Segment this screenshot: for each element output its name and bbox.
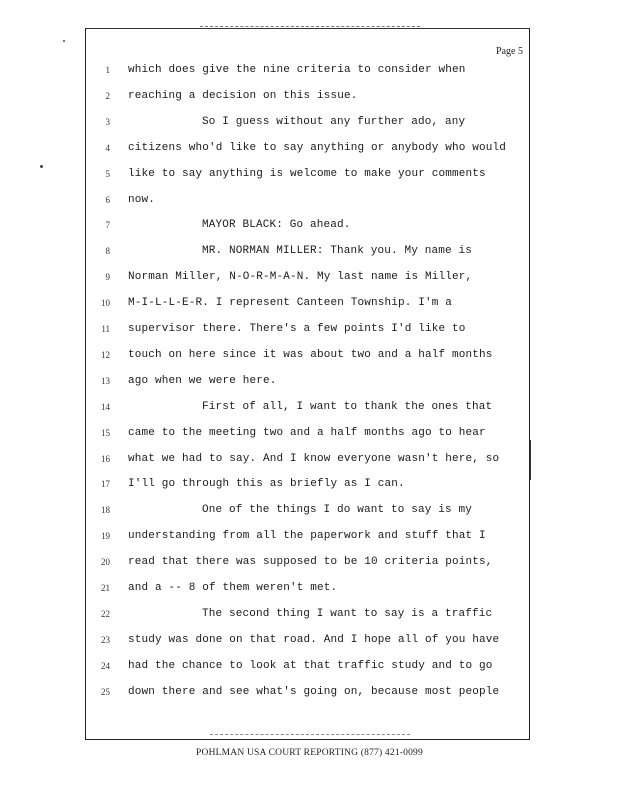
line-number: 7 — [105, 220, 110, 231]
line-text: came to the meeting two and a half months ago to hear — [128, 426, 486, 439]
line-number: 8 — [105, 246, 110, 257]
transcript-line — [86, 604, 526, 624]
transcript-line — [86, 423, 526, 443]
transcript-line — [86, 241, 526, 261]
line-number: 22 — [101, 608, 110, 619]
line-text: understanding from all the paperwork and stuff that I — [128, 530, 486, 543]
transcript-line — [86, 552, 526, 572]
line-number: 9 — [105, 272, 110, 283]
line-text: reaching a decision on this issue. — [128, 89, 358, 102]
line-number: 13 — [101, 375, 110, 386]
line-text: and a -- 8 of them weren't met. — [128, 582, 338, 594]
line-text: study was done on that road. And I hope all of you have — [128, 633, 500, 646]
transcript-line — [86, 656, 526, 676]
line-text: had the chance to look at that traffic study and to go — [128, 659, 493, 672]
transcript-line — [86, 319, 526, 339]
line-number: 14 — [101, 401, 110, 412]
transcript-line — [86, 215, 526, 235]
scan-speck — [40, 165, 43, 168]
line-text: M-I-L-L-E-R. I represent Canteen Township. I'm a — [128, 297, 453, 310]
line-text: supervisor there. There's a few points I'd like to — [128, 323, 466, 335]
transcript-line — [86, 345, 526, 365]
line-text: I'll go through this as briefly as I can. — [128, 478, 405, 491]
line-number: 21 — [101, 583, 110, 593]
line-number: 5 — [105, 168, 110, 179]
bottom-scan-marks — [210, 734, 410, 735]
line-text: read that there was supposed to be 10 criteria points, — [128, 556, 493, 569]
line-text: which does give the nine criteria to consider when — [128, 64, 466, 76]
line-number: 11 — [101, 324, 110, 334]
line-text: First of all, I want to thank the ones that — [202, 400, 493, 413]
transcript-line — [86, 164, 526, 184]
line-text: down there and see what's going on, because most people — [128, 685, 500, 698]
line-number: 12 — [101, 349, 110, 360]
line-number: 3 — [105, 116, 110, 127]
transcript-line — [86, 682, 526, 702]
line-text: what we had to say. And I know everyone wasn't here, so — [128, 452, 500, 465]
line-text: So I guess without any further ado, any — [202, 115, 466, 128]
line-text: like to say anything is welcome to make your comments — [128, 167, 486, 180]
transcript-line — [86, 449, 526, 469]
line-text: touch on here since it was about two and a half months — [128, 348, 493, 361]
transcript-line — [86, 474, 526, 494]
transcript-line — [86, 371, 526, 391]
line-text: The second thing I want to say is a traffic — [202, 607, 493, 620]
line-number: 15 — [101, 427, 110, 438]
court-reporter-footer: POHLMAN USA COURT REPORTING (877) 421-0099 — [196, 748, 423, 758]
transcript-line — [86, 86, 526, 106]
line-text: One of the things I do want to say is my — [202, 504, 473, 517]
line-number: 10 — [101, 298, 110, 309]
transcript-line — [86, 578, 526, 598]
line-text: MR. NORMAN MILLER: Thank you. My name is — [202, 245, 473, 258]
line-text: MAYOR BLACK: Go ahead. — [202, 219, 351, 232]
line-number: 18 — [101, 505, 110, 516]
line-number: 24 — [101, 660, 110, 671]
transcript-line — [86, 293, 526, 313]
top-scan-marks — [200, 26, 420, 29]
transcript-line — [86, 267, 526, 287]
scan-speck — [63, 40, 65, 42]
line-number: 4 — [105, 142, 110, 153]
line-number: 25 — [101, 686, 110, 697]
transcript-line — [86, 138, 526, 158]
transcript-line — [86, 60, 526, 80]
line-number: 1 — [105, 65, 110, 75]
line-number: 19 — [101, 531, 110, 542]
transcript-line — [86, 112, 526, 132]
line-number: 16 — [101, 453, 110, 464]
transcript-line — [86, 630, 526, 650]
transcript-line — [86, 397, 526, 417]
line-text: Norman Miller, N-O-R-M-A-N. My last name is Miller, — [128, 271, 473, 284]
line-number: 6 — [105, 194, 110, 205]
scan-rule-mark — [530, 440, 531, 480]
line-number: 2 — [105, 90, 110, 101]
line-number: 17 — [101, 479, 110, 490]
line-text: ago when we were here. — [128, 374, 277, 387]
line-number: 20 — [101, 557, 110, 568]
transcript-line — [86, 190, 526, 210]
line-number: 23 — [101, 634, 110, 645]
line-text: now. — [128, 193, 156, 206]
line-text: citizens who'd like to say anything or anybody who would — [128, 141, 507, 154]
transcript-line — [86, 526, 526, 546]
transcript-line — [86, 500, 526, 520]
page-number: Page 5 — [496, 46, 523, 57]
